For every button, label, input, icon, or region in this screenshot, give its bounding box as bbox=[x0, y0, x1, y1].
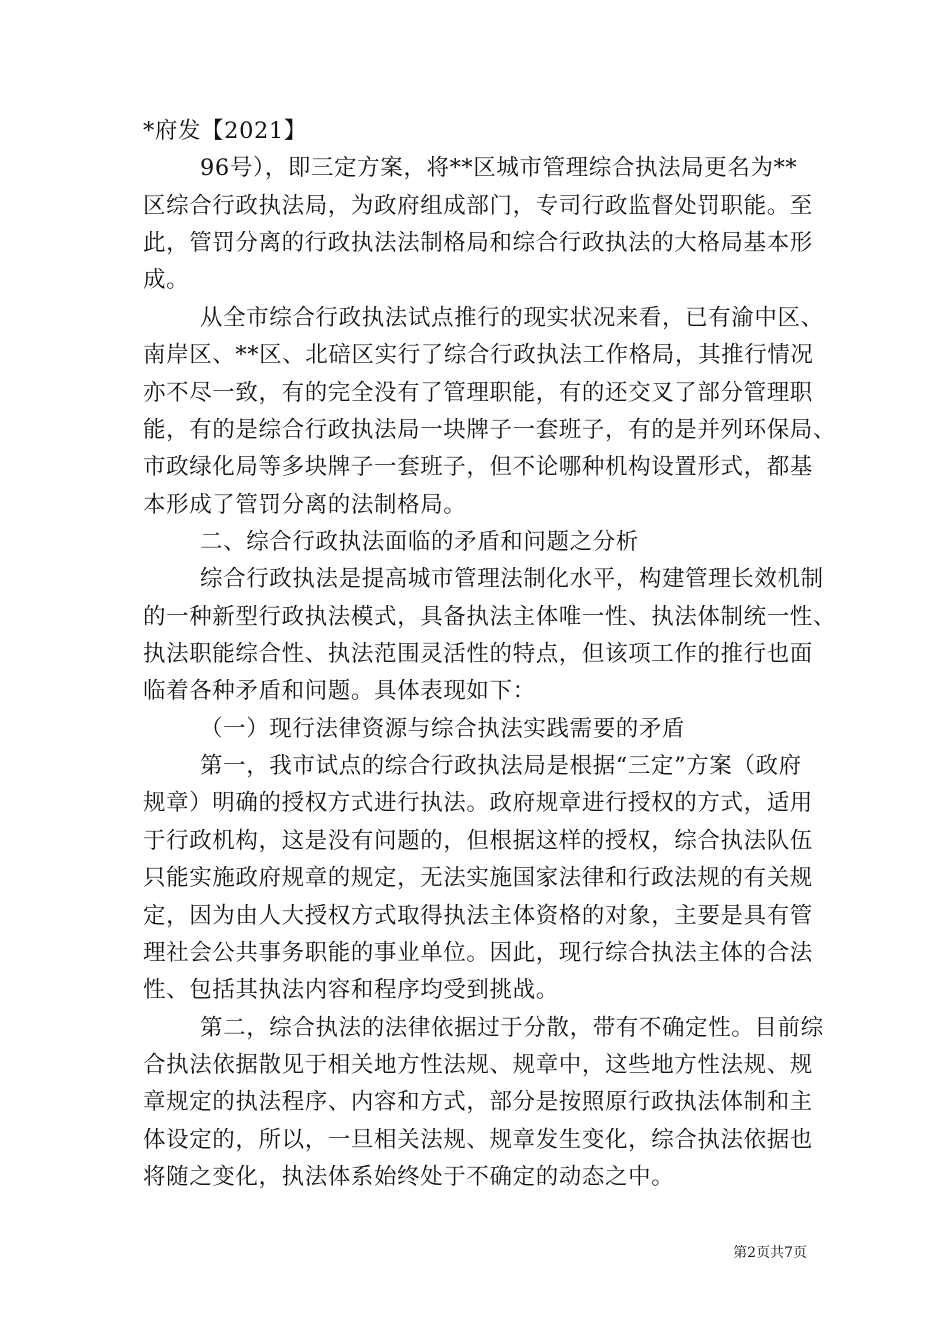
text-line: 第一，我市试点的综合行政执法局是根据“三定”方案（政府 bbox=[200, 753, 802, 780]
text-line: 体设定的，所以，一旦相关法规、规章发生变化，综合执法依据也 bbox=[143, 1126, 813, 1153]
text-line: 只能实施政府规章的规定，无法实施国家法律和行政法规的有关规 bbox=[143, 865, 813, 892]
text-line: 执法职能综合性、执法范围灵活性的特点，但该项工作的推行也面 bbox=[143, 641, 813, 667]
text-line: 亦不尽一致，有的完全没有了管理职能，有的还交叉了部分管理职 bbox=[143, 379, 813, 406]
text-line: 此，管罚分离的行政执法法制格局和综合行政执法的大格局基本形 bbox=[143, 230, 813, 257]
text-line: 规章）明确的授权方式进行执法。政府规章进行授权的方式，适用 bbox=[143, 790, 813, 817]
text-line: 96号），即三定方案，将**区城市管理综合执法局更名为** bbox=[200, 155, 798, 182]
text-line: *府发【2021】 bbox=[143, 118, 307, 144]
text-line: 市政绿化局等多块牌子一套班子，但不论哪种机构设置形式，都基 bbox=[143, 454, 813, 481]
text-line: 能，有的是综合行政执法局一块牌子一套班子，有的是并列环保局、 bbox=[143, 416, 837, 443]
text-line: 于行政机构，这是没有问题的，但根据这样的授权，综合执法队伍 bbox=[143, 827, 813, 854]
text-line: 成。 bbox=[143, 267, 190, 294]
page-number: 第2页共7页 bbox=[733, 1245, 807, 1261]
text-line: 南岸区、**区、北碚区实行了综合行政执法工作格局，其推行情况 bbox=[143, 342, 814, 369]
text-line: 临着各种矛盾和问题。具体表现如下： bbox=[143, 678, 536, 705]
text-line: 本形成了管罚分离的法制格局。 bbox=[143, 491, 467, 518]
text-line: 第二，综合执法的法律依据过于分散，带有不确定性。目前综 bbox=[200, 1014, 824, 1041]
text-line: 的一种新型行政执法模式，具备执法主体唯一性、执法体制统一性、 bbox=[143, 603, 837, 630]
text-line: 将随之变化，执法体系始终处于不确定的动态之中。 bbox=[143, 1164, 675, 1190]
text-line: 性、包括其执法内容和程序均受到挑战。 bbox=[143, 977, 559, 1004]
subsection-heading: （一）现行法律资源与综合执法实践需要的矛盾 bbox=[200, 715, 686, 742]
text-line: 合执法依据散见于相关地方性法规、规章中，这些地方性法规、规 bbox=[143, 1051, 813, 1078]
text-line: 定，因为由人大授权方式取得执法主体资格的对象，主要是具有管 bbox=[143, 902, 813, 929]
text-line: 从全市综合行政执法试点推行的现实状况来看，已有渝中区、 bbox=[200, 304, 824, 331]
text-line: 区综合行政执法局，为政府组成部门，专司行政监督处罚职能。至 bbox=[143, 192, 813, 219]
text-line: 理社会公共事务职能的事业单位。因此，现行综合执法主体的合法 bbox=[143, 939, 813, 966]
text-line: 章规定的执法程序、内容和方式，部分是按照原行政执法体制和主 bbox=[143, 1089, 813, 1116]
section-heading: 二、综合行政执法面临的矛盾和问题之分析 bbox=[200, 528, 639, 555]
text-line: 综合行政执法是提高城市管理法制化水平，构建管理长效机制 bbox=[200, 566, 824, 593]
